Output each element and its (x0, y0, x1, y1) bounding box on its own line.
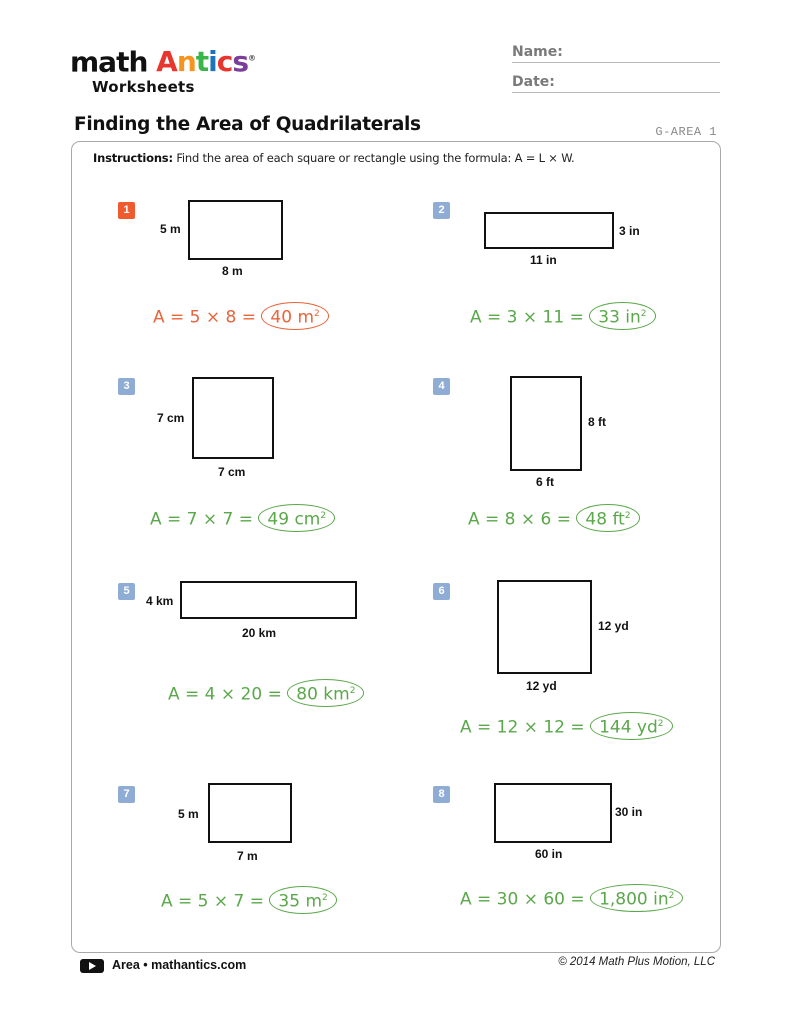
rectangle-shape (484, 212, 614, 249)
answer-value: 49 cm (267, 509, 321, 530)
length-label: 7 cm (218, 465, 246, 479)
problem-number-badge[interactable]: 5 (118, 583, 135, 600)
exponent: 2 (349, 686, 356, 696)
date-label: Date: (512, 74, 555, 90)
problem-number-badge[interactable]: 7 (118, 786, 135, 803)
exponent: 2 (314, 309, 320, 319)
exponent: 2 (640, 309, 647, 319)
length-label: 60 in (535, 847, 563, 861)
answer-line (460, 884, 683, 912)
problem-number-badge[interactable]: 3 (118, 378, 135, 395)
answer-line (150, 504, 335, 532)
page-title: Finding the Area of Quadrilaterals (74, 114, 421, 135)
problem-number-badge[interactable]: 4 (433, 378, 450, 395)
problem-number-badge[interactable]: 2 (433, 202, 450, 219)
answer-value: 80 km (296, 684, 350, 705)
footer-link[interactable]: Area • mathantics.com (112, 958, 247, 972)
exponent: 2 (668, 891, 675, 901)
rectangle-shape (494, 783, 612, 843)
width-label: 5 m (160, 222, 181, 236)
equation: A = 3 × 11 = (470, 307, 584, 328)
rectangle-shape (188, 200, 283, 260)
math-antics-logo (70, 44, 255, 77)
length-label: 8 m (222, 264, 243, 278)
instructions-text: Find the area of each square or rectangle using the formula: A = L × W. (176, 151, 575, 165)
rectangle-shape (180, 581, 357, 619)
width-label: 7 cm (157, 411, 185, 425)
logo-letter: s (232, 45, 249, 79)
rectangle-shape (208, 783, 292, 843)
answer-value: 48 ft (585, 509, 625, 530)
width-label: 5 m (178, 807, 199, 821)
logo-letter: n (176, 45, 196, 79)
answer-oval (589, 302, 655, 330)
logo-word-antics (156, 45, 255, 78)
instructions-label: Instructions: (93, 151, 173, 165)
name-label: Name: (512, 44, 563, 60)
worksheet-code: G-AREA 1 (655, 125, 717, 139)
answer-oval (269, 886, 336, 914)
width-label: 3 in (619, 224, 640, 238)
answer-value: 144 yd (599, 717, 658, 738)
logo-word-math: math (70, 45, 148, 79)
width-label: 30 in (615, 805, 643, 819)
answer-line (468, 504, 640, 532)
equation: A = 5 × 7 = (161, 891, 265, 912)
square-shape (192, 377, 274, 459)
logo-letter: i (208, 45, 217, 79)
answer-oval (287, 679, 364, 707)
equation: A = 5 × 8 = (153, 307, 257, 328)
copyright: © 2014 Math Plus Motion, LLC (558, 956, 715, 968)
answer-oval (576, 504, 639, 532)
exponent: 2 (320, 511, 327, 521)
answer-line (153, 302, 329, 330)
length-label: 12 yd (526, 679, 557, 693)
problem-number-badge[interactable]: 8 (433, 786, 450, 803)
width-label: 12 yd (598, 619, 629, 633)
answer-value: 35 m (278, 891, 323, 912)
logo-subtitle: Worksheets (92, 78, 195, 96)
logo-letter: c (216, 45, 233, 79)
worksheet-panel (71, 141, 721, 953)
date-field[interactable] (512, 92, 720, 93)
length-label: 6 ft (536, 475, 554, 489)
equation: A = 4 × 20 = (168, 684, 282, 705)
length-label: 20 km (242, 626, 277, 640)
answer-line (168, 679, 364, 707)
length-label: 7 m (237, 849, 258, 863)
answer-oval (261, 302, 328, 330)
answer-oval (258, 504, 335, 532)
equation: A = 12 × 12 = (460, 717, 585, 738)
logo-letter: A (156, 45, 177, 79)
exponent: 2 (322, 893, 328, 903)
equation: A = 30 × 60 = (460, 889, 585, 910)
registered-mark: ® (248, 54, 256, 63)
square-shape (497, 580, 592, 674)
play-icon[interactable] (80, 959, 104, 973)
length-label: 11 in (530, 253, 557, 267)
problem-number-badge[interactable]: 6 (433, 583, 450, 600)
exponent: 2 (657, 719, 664, 729)
logo-letter: t (195, 45, 209, 79)
answer-line (460, 712, 673, 740)
answer-line (161, 886, 337, 914)
equation: A = 7 × 7 = (150, 509, 254, 530)
width-label: 8 ft (588, 415, 606, 429)
answer-oval (590, 712, 672, 740)
answer-value: 40 m (270, 307, 315, 328)
rectangle-shape (510, 376, 582, 471)
exponent: 2 (624, 511, 631, 521)
width-label: 4 km (146, 594, 174, 608)
answer-line (470, 302, 656, 330)
instructions (93, 151, 575, 165)
answer-oval (590, 884, 683, 912)
name-field[interactable] (512, 62, 720, 63)
answer-value: 33 in (598, 307, 641, 328)
problem-number-badge[interactable]: 1 (118, 202, 135, 219)
equation: A = 8 × 6 = (468, 509, 572, 530)
answer-value: 1,800 in (599, 889, 669, 910)
